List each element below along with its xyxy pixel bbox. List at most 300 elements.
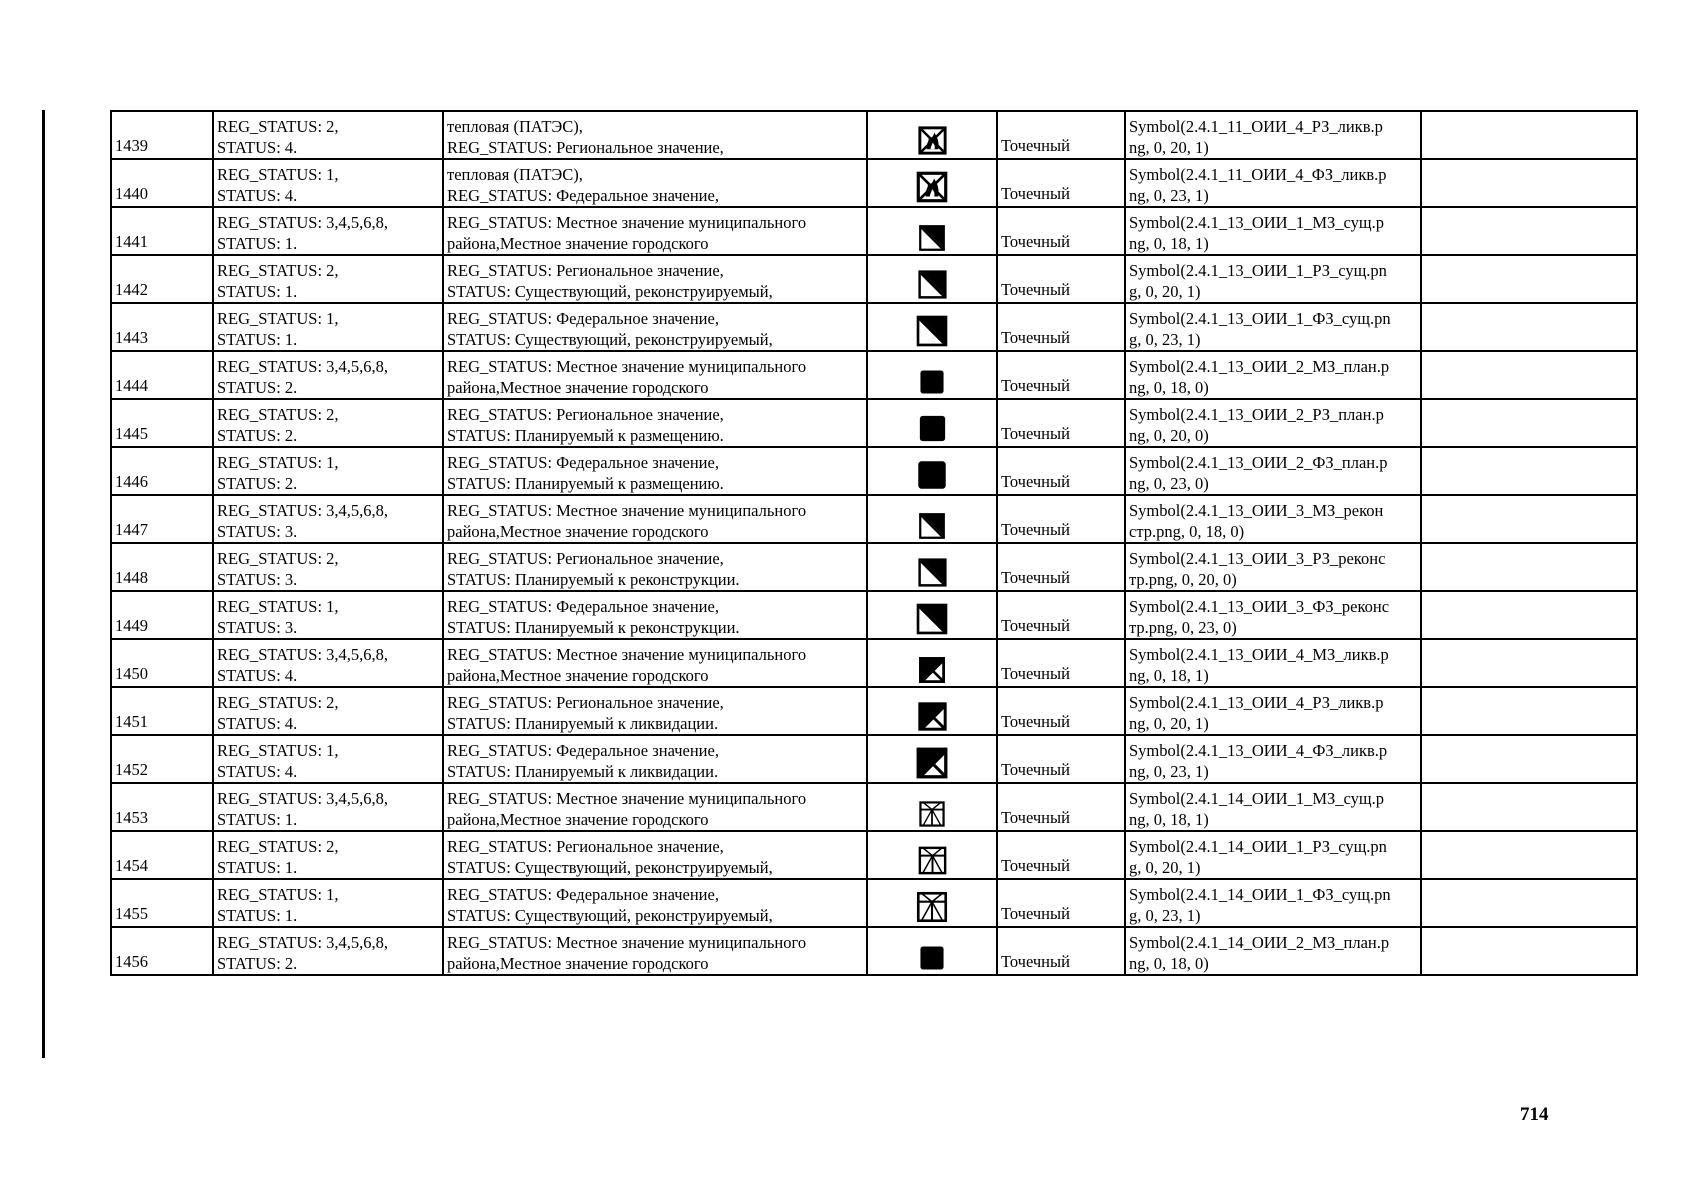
expression-line: ng, 0, 18, 1) bbox=[1129, 234, 1209, 253]
table-row bbox=[111, 351, 1637, 399]
table-row bbox=[111, 687, 1637, 735]
expression-line: тр.png, 0, 23, 0) bbox=[1129, 618, 1237, 637]
expression-line: Symbol(2.4.1_11_ОИИ_4_ФЗ_ликв.p bbox=[1129, 165, 1387, 184]
condition-line: REG_STATUS: 3,4,5,6,8, bbox=[217, 357, 389, 376]
expression-line: g, 0, 20, 1) bbox=[1129, 282, 1201, 301]
condition-line: STATUS: 1. bbox=[217, 282, 298, 301]
expression-line: Symbol(2.4.1_13_ОИИ_1_ФЗ_сущ.pn bbox=[1129, 309, 1391, 328]
row-number-cell bbox=[111, 351, 213, 399]
diagonal-square-icon bbox=[913, 600, 951, 638]
symbol-table bbox=[110, 110, 1638, 976]
description-line: REG_STATUS: Федеральное значение, bbox=[447, 597, 719, 616]
expression-line: Symbol(2.4.1_14_ОИИ_1_РЗ_сущ.pn bbox=[1129, 837, 1387, 856]
empty-cell bbox=[1421, 735, 1637, 783]
expression-line: Symbol(2.4.1_14_ОИИ_1_ФЗ_сущ.pn bbox=[1129, 885, 1391, 904]
description-cell bbox=[443, 591, 867, 639]
symbol-cell bbox=[867, 735, 997, 783]
expression-line: ng, 0, 20, 1) bbox=[1129, 138, 1209, 157]
description-cell bbox=[443, 111, 867, 159]
geometry-type: Точечный bbox=[1001, 376, 1070, 395]
condition-line: STATUS: 2. bbox=[217, 378, 298, 397]
crossed-square-icon bbox=[916, 654, 948, 686]
diagonal-square-icon bbox=[916, 510, 948, 542]
description-cell bbox=[443, 495, 867, 543]
geometry-type: Точечный bbox=[1001, 280, 1070, 299]
symbol-expression-cell bbox=[1125, 927, 1421, 975]
geometry-type: Точечный bbox=[1001, 904, 1070, 923]
symbol-cell bbox=[867, 591, 997, 639]
description-line: REG_STATUS: Местное значение муниципального bbox=[447, 645, 807, 664]
empty-cell bbox=[1421, 543, 1637, 591]
expression-line: ng, 0, 20, 1) bbox=[1129, 714, 1209, 733]
expression-line: Symbol(2.4.1_13_ОИИ_1_МЗ_сущ.p bbox=[1129, 213, 1384, 232]
description-line: REG_STATUS: Федеральное значение, bbox=[447, 885, 719, 904]
description-line: STATUS: Планируемый к реконструкции. bbox=[447, 570, 740, 589]
geometry-type: Точечный bbox=[1001, 424, 1070, 443]
symbol-cell bbox=[867, 207, 997, 255]
row-number: 1456 bbox=[115, 952, 148, 971]
condition-line: REG_STATUS: 1, bbox=[217, 885, 339, 904]
empty-cell bbox=[1421, 207, 1637, 255]
symbol-expression-cell bbox=[1125, 783, 1421, 831]
description-line: района,Местное значение городского bbox=[447, 234, 709, 253]
geometry-type-cell bbox=[997, 783, 1125, 831]
row-number: 1450 bbox=[115, 664, 148, 683]
empty-cell bbox=[1421, 255, 1637, 303]
expression-line: g, 0, 23, 1) bbox=[1129, 906, 1201, 925]
expression-line: Symbol(2.4.1_13_ОИИ_4_ФЗ_ликв.p bbox=[1129, 741, 1388, 760]
condition-cell bbox=[213, 591, 443, 639]
symbol-cell bbox=[867, 447, 997, 495]
description-cell bbox=[443, 351, 867, 399]
row-number-cell bbox=[111, 735, 213, 783]
outline-pylon-icon bbox=[915, 843, 950, 878]
diagonal-square-icon bbox=[915, 555, 950, 590]
margin-rule bbox=[42, 110, 45, 1058]
symbol-cell bbox=[867, 351, 997, 399]
symbol-cell bbox=[867, 543, 997, 591]
geometry-type-cell bbox=[997, 591, 1125, 639]
geometry-type: Точечный bbox=[1001, 232, 1070, 251]
symbol-cell bbox=[867, 927, 997, 975]
geometry-type: Точечный bbox=[1001, 472, 1070, 491]
geometry-type: Точечный bbox=[1001, 328, 1070, 347]
table-row bbox=[111, 111, 1637, 159]
condition-cell bbox=[213, 207, 443, 255]
condition-line: STATUS: 2. bbox=[217, 474, 298, 493]
description-line: REG_STATUS: Местное значение муниципального bbox=[447, 501, 807, 520]
condition-cell bbox=[213, 783, 443, 831]
filled-square-icon bbox=[915, 411, 950, 446]
geometry-type-cell bbox=[997, 207, 1125, 255]
condition-line: REG_STATUS: 2, bbox=[217, 261, 339, 280]
row-number-cell bbox=[111, 495, 213, 543]
table-row bbox=[111, 591, 1637, 639]
symbol-expression-cell bbox=[1125, 495, 1421, 543]
symbol-expression-cell bbox=[1125, 879, 1421, 927]
description-line: района,Местное значение городского bbox=[447, 666, 709, 685]
description-line: REG_STATUS: Местное значение муниципального bbox=[447, 213, 807, 232]
expression-line: ng, 0, 20, 0) bbox=[1129, 426, 1209, 445]
row-number: 1448 bbox=[115, 568, 148, 587]
expression-line: ng, 0, 18, 1) bbox=[1129, 810, 1209, 829]
description-cell bbox=[443, 159, 867, 207]
description-line: тепловая (ПАТЭС), bbox=[447, 117, 583, 136]
symbol-expression-cell bbox=[1125, 447, 1421, 495]
outline-pylon-icon bbox=[916, 798, 948, 830]
description-line: REG_STATUS: Местное значение муниципального bbox=[447, 357, 807, 376]
row-number: 1449 bbox=[115, 616, 148, 635]
condition-line: REG_STATUS: 1, bbox=[217, 309, 339, 328]
geometry-type-cell bbox=[997, 735, 1125, 783]
row-number-cell bbox=[111, 303, 213, 351]
symbol-cell bbox=[867, 111, 997, 159]
geometry-type: Точечный bbox=[1001, 136, 1070, 155]
description-cell bbox=[443, 783, 867, 831]
symbol-expression-cell bbox=[1125, 591, 1421, 639]
condition-line: REG_STATUS: 1, bbox=[217, 741, 339, 760]
symbol-expression-cell bbox=[1125, 207, 1421, 255]
geometry-type: Точечный bbox=[1001, 616, 1070, 635]
description-line: REG_STATUS: Региональное значение, bbox=[447, 837, 724, 856]
symbol-cell bbox=[867, 159, 997, 207]
expression-line: Symbol(2.4.1_13_ОИИ_2_ФЗ_план.p bbox=[1129, 453, 1388, 472]
row-number-cell bbox=[111, 639, 213, 687]
condition-cell bbox=[213, 495, 443, 543]
condition-line: STATUS: 1. bbox=[217, 906, 298, 925]
row-number-cell bbox=[111, 879, 213, 927]
row-number-cell bbox=[111, 207, 213, 255]
symbol-expression-cell bbox=[1125, 303, 1421, 351]
description-cell bbox=[443, 831, 867, 879]
geometry-type: Точечный bbox=[1001, 520, 1070, 539]
condition-cell bbox=[213, 735, 443, 783]
geometry-type-cell bbox=[997, 687, 1125, 735]
table-row bbox=[111, 495, 1637, 543]
condition-line: STATUS: 3. bbox=[217, 522, 298, 541]
row-number-cell bbox=[111, 783, 213, 831]
description-line: REG_STATUS: Региональное значение, bbox=[447, 549, 724, 568]
empty-cell bbox=[1421, 399, 1637, 447]
condition-line: REG_STATUS: 1, bbox=[217, 165, 339, 184]
table-row bbox=[111, 447, 1637, 495]
condition-line: REG_STATUS: 1, bbox=[217, 597, 339, 616]
diagonal-square-icon bbox=[916, 222, 948, 254]
geometry-type-cell bbox=[997, 927, 1125, 975]
geometry-type-cell bbox=[997, 399, 1125, 447]
description-line: STATUS: Планируемый к ликвидации. bbox=[447, 762, 719, 781]
condition-line: REG_STATUS: 3,4,5,6,8, bbox=[217, 213, 389, 232]
geometry-type: Точечный bbox=[1001, 856, 1070, 875]
row-number-cell bbox=[111, 447, 213, 495]
geometry-type: Точечный bbox=[1001, 952, 1070, 971]
empty-cell bbox=[1421, 591, 1637, 639]
symbol-cell bbox=[867, 783, 997, 831]
geometry-type: Точечный bbox=[1001, 712, 1070, 731]
condition-line: STATUS: 3. bbox=[217, 570, 298, 589]
description-line: REG_STATUS: Региональное значение, bbox=[447, 693, 724, 712]
condition-cell bbox=[213, 879, 443, 927]
symbol-expression-cell bbox=[1125, 255, 1421, 303]
row-number: 1441 bbox=[115, 232, 148, 251]
expression-line: g, 0, 23, 1) bbox=[1129, 330, 1201, 349]
row-number-cell bbox=[111, 255, 213, 303]
geometry-type: Точечный bbox=[1001, 568, 1070, 587]
row-number: 1446 bbox=[115, 472, 148, 491]
description-line: REG_STATUS: Региональное значение, bbox=[447, 261, 724, 280]
description-line: REG_STATUS: Федеральное значение, bbox=[447, 186, 719, 205]
condition-line: STATUS: 1. bbox=[217, 330, 298, 349]
row-number: 1447 bbox=[115, 520, 148, 539]
row-number-cell bbox=[111, 927, 213, 975]
condition-line: REG_STATUS: 3,4,5,6,8, bbox=[217, 933, 389, 952]
description-line: района,Местное значение городского bbox=[447, 954, 709, 973]
description-line: STATUS: Существующий, реконструируемый, bbox=[447, 906, 773, 925]
symbol-expression-cell bbox=[1125, 735, 1421, 783]
geometry-type-cell bbox=[997, 255, 1125, 303]
expression-line: ng, 0, 18, 0) bbox=[1129, 378, 1209, 397]
expression-line: ng, 0, 18, 1) bbox=[1129, 666, 1209, 685]
symbol-expression-cell bbox=[1125, 351, 1421, 399]
condition-cell bbox=[213, 255, 443, 303]
condition-line: STATUS: 2. bbox=[217, 954, 298, 973]
fire-cross-icon bbox=[913, 168, 951, 206]
row-number: 1454 bbox=[115, 856, 148, 875]
table-row bbox=[111, 255, 1637, 303]
symbol-cell bbox=[867, 255, 997, 303]
condition-line: REG_STATUS: 3,4,5,6,8, bbox=[217, 501, 389, 520]
expression-line: Symbol(2.4.1_11_ОИИ_4_РЗ_ликв.p bbox=[1129, 117, 1383, 136]
condition-line: STATUS: 4. bbox=[217, 714, 298, 733]
row-number: 1443 bbox=[115, 328, 148, 347]
description-line: STATUS: Планируемый к размещению. bbox=[447, 426, 724, 445]
condition-line: STATUS: 1. bbox=[217, 858, 298, 877]
fire-cross-icon bbox=[915, 123, 950, 158]
description-cell bbox=[443, 735, 867, 783]
condition-line: REG_STATUS: 3,4,5,6,8, bbox=[217, 789, 389, 808]
expression-line: Symbol(2.4.1_13_ОИИ_3_ФЗ_реконс bbox=[1129, 597, 1390, 616]
table-row bbox=[111, 879, 1637, 927]
description-line: STATUS: Планируемый к реконструкции. bbox=[447, 618, 740, 637]
geometry-type-cell bbox=[997, 351, 1125, 399]
symbol-cell bbox=[867, 495, 997, 543]
geometry-type: Точечный bbox=[1001, 760, 1070, 779]
empty-cell bbox=[1421, 111, 1637, 159]
table-row bbox=[111, 783, 1637, 831]
outline-pylon-icon bbox=[913, 888, 951, 926]
filled-square-icon bbox=[916, 942, 948, 974]
description-cell bbox=[443, 543, 867, 591]
geometry-type-cell bbox=[997, 495, 1125, 543]
geometry-type: Точечный bbox=[1001, 808, 1070, 827]
expression-line: Symbol(2.4.1_13_ОИИ_3_РЗ_реконс bbox=[1129, 549, 1386, 568]
condition-line: REG_STATUS: 2, bbox=[217, 837, 339, 856]
description-line: REG_STATUS: Федеральное значение, bbox=[447, 453, 719, 472]
description-line: REG_STATUS: Региональное значение, bbox=[447, 138, 724, 157]
condition-line: REG_STATUS: 2, bbox=[217, 549, 339, 568]
row-number-cell bbox=[111, 111, 213, 159]
row-number: 1452 bbox=[115, 760, 148, 779]
condition-line: STATUS: 3. bbox=[217, 618, 298, 637]
condition-cell bbox=[213, 351, 443, 399]
expression-line: ng, 0, 18, 0) bbox=[1129, 954, 1209, 973]
condition-cell bbox=[213, 831, 443, 879]
description-cell bbox=[443, 927, 867, 975]
condition-cell bbox=[213, 639, 443, 687]
crossed-square-icon bbox=[915, 699, 950, 734]
expression-line: Symbol(2.4.1_13_ОИИ_2_МЗ_план.p bbox=[1129, 357, 1390, 376]
description-line: STATUS: Существующий, реконструируемый, bbox=[447, 282, 773, 301]
condition-cell bbox=[213, 543, 443, 591]
empty-cell bbox=[1421, 351, 1637, 399]
table-row bbox=[111, 207, 1637, 255]
empty-cell bbox=[1421, 639, 1637, 687]
condition-cell bbox=[213, 447, 443, 495]
symbol-expression-cell bbox=[1125, 111, 1421, 159]
diagonal-square-icon bbox=[915, 267, 950, 302]
description-line: района,Местное значение городского bbox=[447, 522, 709, 541]
condition-line: STATUS: 1. bbox=[217, 810, 298, 829]
symbol-cell bbox=[867, 687, 997, 735]
row-number-cell bbox=[111, 159, 213, 207]
description-cell bbox=[443, 255, 867, 303]
geometry-type-cell bbox=[997, 303, 1125, 351]
condition-line: STATUS: 4. bbox=[217, 138, 298, 157]
condition-cell bbox=[213, 303, 443, 351]
diagonal-square-icon bbox=[913, 312, 951, 350]
crossed-square-icon bbox=[913, 744, 951, 782]
symbol-cell bbox=[867, 303, 997, 351]
row-number: 1442 bbox=[115, 280, 148, 299]
condition-cell bbox=[213, 159, 443, 207]
empty-cell bbox=[1421, 303, 1637, 351]
geometry-type-cell bbox=[997, 831, 1125, 879]
geometry-type-cell bbox=[997, 447, 1125, 495]
symbol-expression-cell bbox=[1125, 399, 1421, 447]
expression-line: Symbol(2.4.1_13_ОИИ_1_РЗ_сущ.pn bbox=[1129, 261, 1387, 280]
filled-square-icon bbox=[916, 366, 948, 398]
empty-cell bbox=[1421, 783, 1637, 831]
empty-cell bbox=[1421, 927, 1637, 975]
table-row bbox=[111, 927, 1637, 975]
row-number-cell bbox=[111, 591, 213, 639]
table-row bbox=[111, 399, 1637, 447]
table-row bbox=[111, 735, 1637, 783]
empty-cell bbox=[1421, 879, 1637, 927]
table-row bbox=[111, 159, 1637, 207]
description-cell bbox=[443, 639, 867, 687]
condition-line: STATUS: 2. bbox=[217, 426, 298, 445]
row-number: 1453 bbox=[115, 808, 148, 827]
row-number: 1445 bbox=[115, 424, 148, 443]
description-line: REG_STATUS: Региональное значение, bbox=[447, 405, 724, 424]
expression-line: тр.png, 0, 20, 0) bbox=[1129, 570, 1237, 589]
geometry-type: Точечный bbox=[1001, 184, 1070, 203]
row-number: 1440 bbox=[115, 184, 148, 203]
geometry-type-cell bbox=[997, 639, 1125, 687]
row-number-cell bbox=[111, 831, 213, 879]
expression-line: Symbol(2.4.1_14_ОИИ_1_МЗ_сущ.p bbox=[1129, 789, 1384, 808]
geometry-type-cell bbox=[997, 111, 1125, 159]
description-cell bbox=[443, 207, 867, 255]
geometry-type-cell bbox=[997, 879, 1125, 927]
condition-cell bbox=[213, 687, 443, 735]
condition-line: REG_STATUS: 3,4,5,6,8, bbox=[217, 645, 389, 664]
expression-line: стр.png, 0, 18, 0) bbox=[1129, 522, 1245, 541]
symbol-cell bbox=[867, 879, 997, 927]
condition-line: STATUS: 4. bbox=[217, 762, 298, 781]
expression-line: Symbol(2.4.1_13_ОИИ_4_РЗ_ликв.p bbox=[1129, 693, 1384, 712]
description-cell bbox=[443, 687, 867, 735]
empty-cell bbox=[1421, 495, 1637, 543]
table-row bbox=[111, 639, 1637, 687]
description-cell bbox=[443, 303, 867, 351]
condition-line: REG_STATUS: 2, bbox=[217, 117, 339, 136]
condition-line: STATUS: 1. bbox=[217, 234, 298, 253]
condition-line: REG_STATUS: 2, bbox=[217, 405, 339, 424]
condition-cell bbox=[213, 111, 443, 159]
symbol-cell bbox=[867, 831, 997, 879]
row-number: 1444 bbox=[115, 376, 148, 395]
symbol-expression-cell bbox=[1125, 687, 1421, 735]
symbol-cell bbox=[867, 399, 997, 447]
page-number: 714 bbox=[1520, 1104, 1549, 1125]
filled-square-icon bbox=[913, 456, 951, 494]
symbol-expression-cell bbox=[1125, 831, 1421, 879]
expression-line: Symbol(2.4.1_13_ОИИ_2_РЗ_план.p bbox=[1129, 405, 1384, 424]
row-number-cell bbox=[111, 687, 213, 735]
table-row bbox=[111, 543, 1637, 591]
empty-cell bbox=[1421, 447, 1637, 495]
description-cell bbox=[443, 447, 867, 495]
description-cell bbox=[443, 879, 867, 927]
expression-line: ng, 0, 23, 0) bbox=[1129, 474, 1209, 493]
description-line: STATUS: Существующий, реконструируемый, bbox=[447, 858, 773, 877]
description-line: REG_STATUS: Федеральное значение, bbox=[447, 741, 719, 760]
geometry-type-cell bbox=[997, 543, 1125, 591]
geometry-type: Точечный bbox=[1001, 664, 1070, 683]
empty-cell bbox=[1421, 687, 1637, 735]
symbol-expression-cell bbox=[1125, 543, 1421, 591]
symbol-cell bbox=[867, 639, 997, 687]
description-line: REG_STATUS: Местное значение муниципального bbox=[447, 789, 807, 808]
description-line: района,Местное значение городского bbox=[447, 378, 709, 397]
expression-line: Symbol(2.4.1_13_ОИИ_4_МЗ_ликв.p bbox=[1129, 645, 1389, 664]
symbol-expression-cell bbox=[1125, 159, 1421, 207]
description-line: REG_STATUS: Местное значение муниципального bbox=[447, 933, 807, 952]
description-line: REG_STATUS: Федеральное значение, bbox=[447, 309, 719, 328]
table-row bbox=[111, 831, 1637, 879]
description-line: района,Местное значение городского bbox=[447, 810, 709, 829]
row-number: 1455 bbox=[115, 904, 148, 923]
condition-line: REG_STATUS: 2, bbox=[217, 693, 339, 712]
row-number-cell bbox=[111, 543, 213, 591]
empty-cell bbox=[1421, 159, 1637, 207]
description-line: тепловая (ПАТЭС), bbox=[447, 165, 583, 184]
geometry-type-cell bbox=[997, 159, 1125, 207]
description-line: STATUS: Существующий, реконструируемый, bbox=[447, 330, 773, 349]
row-number-cell bbox=[111, 399, 213, 447]
condition-line: REG_STATUS: 1, bbox=[217, 453, 339, 472]
description-line: STATUS: Планируемый к ликвидации. bbox=[447, 714, 719, 733]
condition-line: STATUS: 4. bbox=[217, 666, 298, 685]
symbol-expression-cell bbox=[1125, 639, 1421, 687]
condition-cell bbox=[213, 399, 443, 447]
expression-line: g, 0, 20, 1) bbox=[1129, 858, 1201, 877]
empty-cell bbox=[1421, 831, 1637, 879]
description-line: STATUS: Планируемый к размещению. bbox=[447, 474, 724, 493]
expression-line: ng, 0, 23, 1) bbox=[1129, 762, 1209, 781]
